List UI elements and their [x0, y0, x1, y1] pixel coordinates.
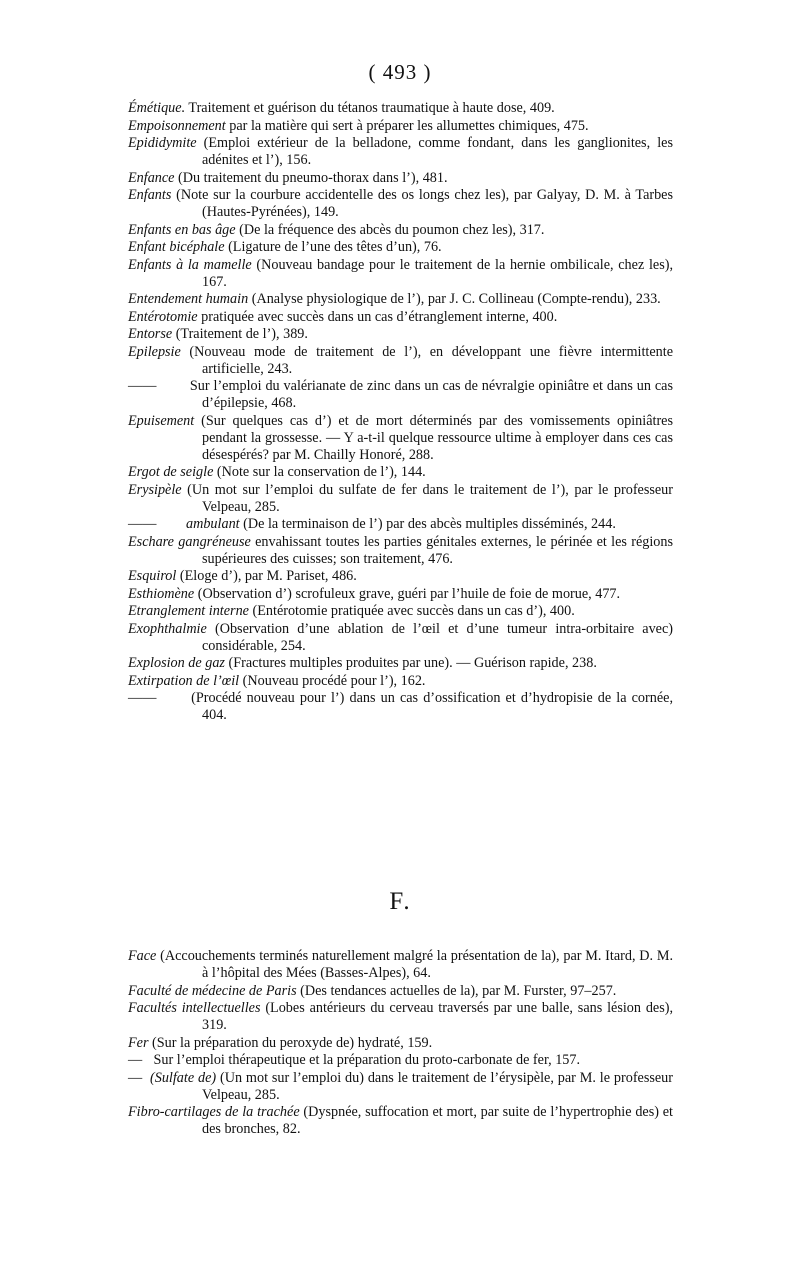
entry-text: Traitement et guérison du tétanos traumatique à haute dose, 409.	[185, 100, 555, 116]
entry-text: (Du traitement du pneumo-thorax dans l’), 481.	[174, 169, 448, 186]
index-entry	[128, 309, 673, 326]
entry-term: (Sulfate de)	[150, 1069, 217, 1086]
entry-term: Facultés intellectuelles	[128, 1000, 261, 1016]
entry-term: Enfant bicéphale	[128, 239, 225, 255]
index-entry	[128, 603, 673, 620]
entry-term: Entérotomie	[128, 308, 198, 325]
entry-text: (Note sur la courbure accidentelle des os longs chez les), par Galyay, D. M. à Tarbes (Hautes-Pyrénées), 149.	[171, 187, 673, 220]
index-entry	[128, 1052, 673, 1069]
entry-term: Explosion de gaz	[128, 655, 225, 671]
entry-term: Enfance	[128, 169, 175, 186]
index-entry	[128, 187, 673, 221]
entry-text: (Un mot sur l’emploi du) dans le traitement de l’érysipèle, par M. le professeur Velpeau, 285.	[202, 1069, 673, 1103]
entry-text: (Sur quelques cas d’) et de mort déterminés par des vomissements opiniâtres pendant la grossesse. — Y a-t-il quelque ressource ultime à employer dans ces cas désespérés? par M. Chailly Honoré, 288.	[194, 412, 673, 463]
entry-text: (De la fréquence des abcès du poumon chez les), 317.	[235, 221, 545, 238]
index-section-f	[128, 858, 673, 1139]
index-entry	[128, 1070, 673, 1104]
index-entry	[128, 586, 673, 603]
index-entry	[128, 1104, 673, 1138]
entry-term: Enfants	[128, 187, 172, 203]
entry-text: (Emploi extérieur de la belladone, comme fondant, dans les ganglionites, les adénites et l’), 156.	[196, 135, 673, 168]
entry-term: Empoisonnement	[128, 117, 226, 134]
index-entry	[128, 516, 673, 533]
index-entry	[128, 222, 673, 239]
entry-term: Etranglement interne	[128, 603, 249, 619]
section-letter: F.	[389, 888, 412, 915]
entry-text: (Un mot sur l’emploi du sulfate de fer dans le traitement de l’), par le professeur Velpeau, 285.	[181, 481, 673, 515]
index-entry	[128, 378, 673, 412]
entry-text: (Dyspnée, suffocation et mort, par suite de l’hypertrophie des) et des bronches, 82.	[202, 1104, 673, 1137]
entry-text: (Ligature de l’une des têtes d’un), 76.	[224, 239, 442, 255]
index-entry	[128, 135, 673, 169]
entry-dash: ——	[128, 690, 157, 706]
entry-text: (Traitement de l’), 389.	[172, 326, 308, 342]
index-entry	[128, 568, 673, 585]
index-entry	[128, 1035, 673, 1052]
entry-term: Enfants à la mamelle	[128, 256, 252, 273]
index-entry	[128, 326, 673, 343]
entry-text: (Fractures multiples produites par une). — Guérison rapide, 238.	[224, 655, 597, 671]
index-section-e	[128, 100, 673, 725]
entry-term: Émétique.	[128, 100, 186, 116]
index-entry	[128, 257, 673, 291]
index-entries-f	[128, 948, 673, 1138]
entry-text: (Analyse physiologique de l’), par J. C. Collineau (Compte-rendu), 233.	[248, 291, 661, 307]
entry-term: Epilepsie	[128, 343, 181, 360]
entry-dash: —	[128, 1069, 143, 1086]
entry-text: (Eloge d’), par M. Pariset, 486.	[176, 568, 357, 584]
index-entry	[128, 655, 673, 672]
entry-text: (Observation d’une ablation de l’œil et d’une tumeur intra-orbitaire avec) considérable, 254.	[202, 620, 673, 654]
entry-text: Sur l’emploi du valérianate de zinc dans un cas de névralgie opiniâtre et dans un cas d’épilepsie, 468.	[186, 378, 673, 411]
entry-term: Enfants en bas âge	[128, 221, 236, 238]
index-entry	[128, 118, 673, 135]
entry-text: (Procédé nouveau pour l’) dans un cas d’ossification et d’hydropisie de la cornée, 404.	[186, 690, 673, 723]
entry-text: (Nouveau bandage pour le traitement de la hernie ombilicale, chez les), 167.	[202, 256, 673, 290]
entry-text: (Entérotomie pratiquée avec succès dans un cas d’), 400.	[248, 603, 575, 619]
entry-term: Esthiomène	[128, 585, 195, 602]
entry-term: Erysipèle	[128, 481, 182, 498]
index-entry	[128, 1000, 673, 1034]
entry-term: Exophthalmie	[128, 620, 207, 637]
entry-text: (Sur la préparation du peroxyde de) hydraté, 159.	[148, 1034, 433, 1051]
entry-term: Extirpation de l’œil	[128, 672, 240, 689]
entry-term: Epididymite	[128, 135, 197, 151]
entry-term: ambulant	[186, 516, 240, 532]
entry-text: par la matière qui sert à préparer les allumettes chimiques, 475.	[225, 117, 589, 134]
entry-term: Eschare gangréneuse	[128, 533, 251, 550]
entry-term: Face	[128, 948, 157, 964]
entry-text: (Nouveau procédé pour l’), 162.	[239, 672, 426, 689]
entry-text: (De la terminaison de l’) par des abcès multiples disséminés, 244.	[239, 516, 616, 532]
index-entry	[128, 413, 673, 464]
entry-dash: ——	[128, 378, 157, 394]
entry-term: Entendement humain	[128, 291, 249, 307]
entry-text: (Accouchements terminés naturellement malgré la présentation de la), par M. Itard, D. M. à l’hôpital des Mées (Basses-Alpes), 64.	[156, 948, 673, 981]
index-entry	[128, 239, 673, 256]
entry-text: (Nouveau mode de traitement de l’), en développant une fièvre intermittente artificielle, 243.	[180, 343, 673, 377]
index-entry	[128, 690, 673, 724]
entry-term: Epuisement	[128, 412, 195, 429]
index-entry	[128, 673, 673, 690]
index-entry	[128, 291, 673, 308]
entry-text: (Note sur la conservation de l’), 144.	[213, 464, 426, 480]
index-entry	[128, 464, 673, 481]
page-number: ( 493 )	[368, 60, 432, 84]
entry-text: (Lobes antérieurs du cerveau traversés par une balle, sans lésion des), 319.	[202, 1000, 673, 1033]
entry-text: pratiquée avec succès dans un cas d’étranglement interne, 400.	[197, 308, 558, 325]
entry-term: Esquirol	[128, 568, 177, 584]
index-entry	[128, 948, 673, 982]
index-entry	[128, 621, 673, 655]
entry-dash: —	[128, 1052, 143, 1068]
index-entry	[128, 482, 673, 516]
entry-term: Faculté de médecine de Paris	[128, 982, 297, 999]
index-entry	[128, 170, 673, 187]
entry-text: (Observation d’) scrofuleux grave, guéri par l’huile de foie de morue, 477.	[194, 585, 621, 602]
index-entry	[128, 983, 673, 1000]
entry-term: Ergot de seigle	[128, 464, 214, 480]
entry-dash: ——	[128, 516, 157, 532]
index-entry	[128, 534, 673, 568]
entry-term: Fer	[128, 1034, 149, 1051]
entry-text: envahissant toutes les parties génitales externes, le périnée et les régions supérieures des cuisses; son traitement, 476.	[202, 533, 673, 567]
entry-text: Sur l’emploi thérapeutique et la préparation du proto-carbonate de fer, 157.	[150, 1052, 581, 1068]
entry-term: Fibro-cartilages de la trachée	[128, 1104, 300, 1120]
entry-term: Entorse	[128, 326, 173, 342]
index-entry	[128, 100, 673, 117]
index-entry	[128, 344, 673, 378]
entry-text: (Des tendances actuelles de la), par M. Furster, 97–257.	[296, 982, 617, 999]
